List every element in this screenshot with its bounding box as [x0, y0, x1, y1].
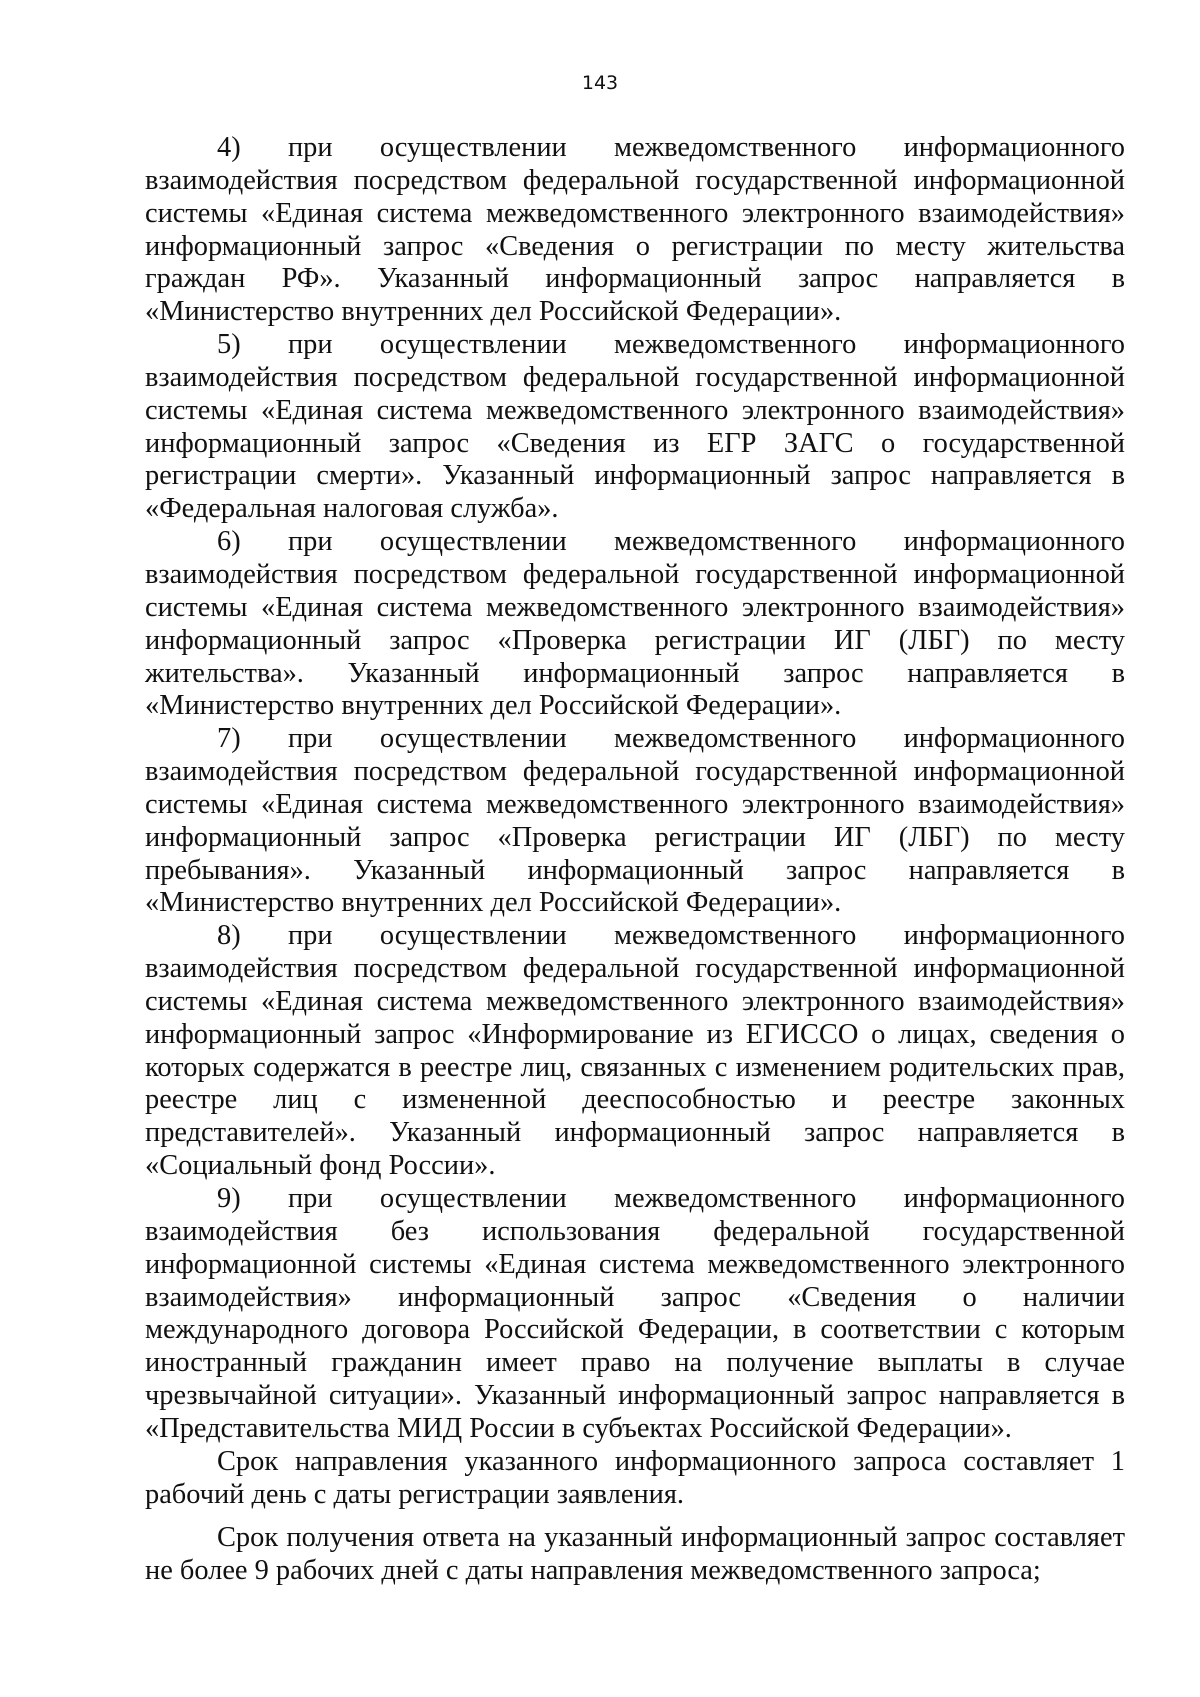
paragraph-request-deadline: Срок направления указанного информационного запроса составляет 1 рабочий день с даты регистрации заявления.: [145, 1445, 1125, 1510]
paragraph-item-4: 4) при осуществлении межведомственного информационного взаимодействия посредством федеральной государственной информационной системы «Единая система межведомственного электронного взаимодействия» информационный запрос «Сведения о регистрации по месту жительства граждан РФ». Указанный информационный запрос направляется в «Министерство внутренних дел Российской Федерации».: [145, 132, 1125, 328]
paragraph-response-deadline: Срок получения ответа на указанный информационный запрос составляет не более 9 рабочих дней с даты направления межведомственного запроса;: [145, 1522, 1125, 1587]
document-body: [145, 132, 1125, 1588]
paragraph-item-7: 7) при осуществлении межведомственного информационного взаимодействия посредством федеральной государственной информационной системы «Единая система межведомственного электронного взаимодействия» информационный запрос «Проверка регистрации ИГ (ЛБГ) по месту пребывания». Указанный информационный запрос направляется в «Министерство внутренних дел Российской Федерации».: [145, 723, 1125, 919]
paragraph-item-8: 8) при осуществлении межведомственного информационного взаимодействия посредством федеральной государственной информационной системы «Единая система межведомственного электронного взаимодействия» информационный запрос «Информирование из ЕГИССО о лицах, сведения о которых содержатся в реестре лиц, связанных с изменением родительских прав, реестре лиц с измененной дееспособностью и реестре законных представителей». Указанный информационный запрос направляется в «Социальный фонд России».: [145, 920, 1125, 1182]
paragraph-item-5: 5) при осуществлении межведомственного информационного взаимодействия посредством федеральной государственной информационной системы «Единая система межведомственного электронного взаимодействия» информационный запрос «Сведения из ЕГР ЗАГС о государственной регистрации смерти». Указанный информационный запрос направляется в «Федеральная налоговая служба».: [145, 329, 1125, 525]
paragraph-item-6: 6) при осуществлении межведомственного информационного взаимодействия посредством федеральной государственной информационной системы «Единая система межведомственного электронного взаимодействия» информационный запрос «Проверка регистрации ИГ (ЛБГ) по месту жительства». Указанный информационный запрос направляется в «Министерство внутренних дел Российской Федерации».: [145, 526, 1125, 722]
page-number: 143: [581, 72, 619, 94]
paragraph-item-9: 9) при осуществлении межведомственного информационного взаимодействия без использования федеральной государственной информационной системы «Единая система межведомственного электронного взаимодействия» информационный запрос «Сведения о наличии международного договора Российской Федерации, в соответствии с которым иностранный гражданин имеет право на получение выплаты в случае чрезвычайной ситуации». Указанный информационный запрос направляется в «Представительства МИД России в субъектах Российской Федерации».: [145, 1183, 1125, 1444]
